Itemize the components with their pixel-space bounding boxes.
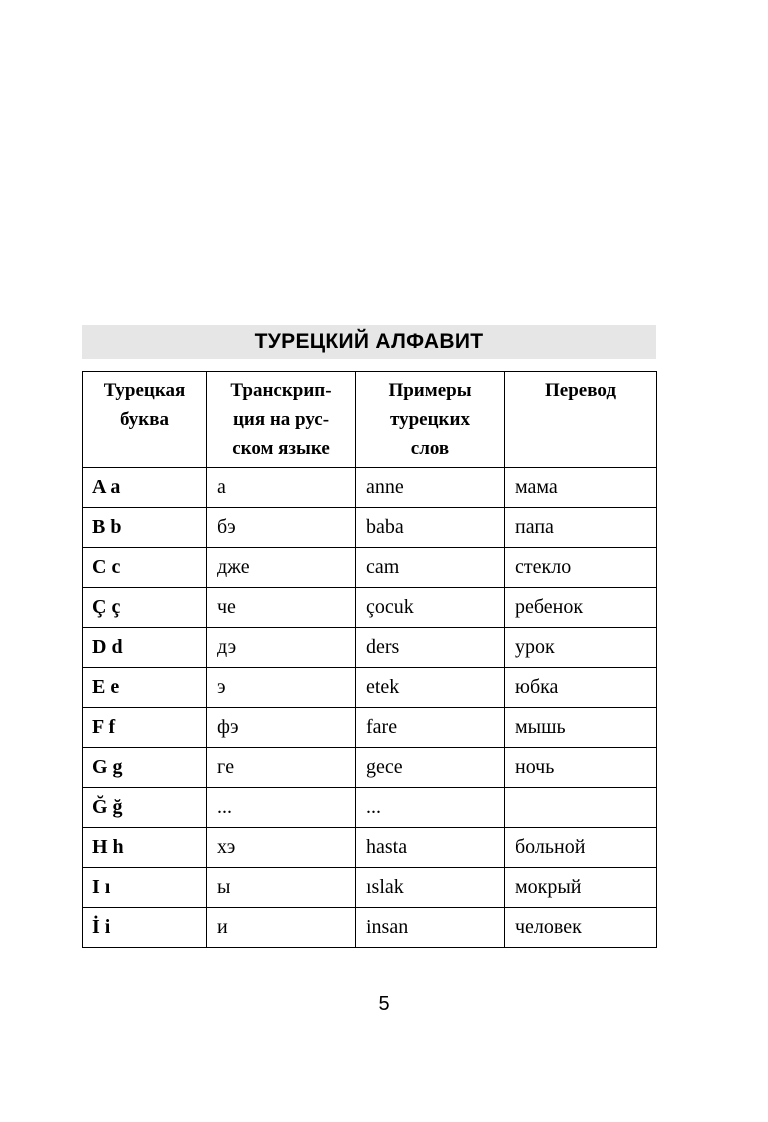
table-row [83, 588, 657, 628]
header-line: Транскрип- [230, 380, 332, 401]
alphabet-table [82, 371, 657, 948]
table-row [83, 748, 657, 788]
transcription-cell: а [207, 468, 356, 508]
letter-cell: Ç ç [83, 588, 207, 628]
header-transcription [207, 372, 356, 468]
translation-cell: мокрый [505, 868, 657, 908]
table-row [83, 468, 657, 508]
transcription-cell: фэ [207, 708, 356, 748]
letter-cell: A a [83, 468, 207, 508]
example-cell: ders [356, 628, 505, 668]
header-line: ция на рус- [232, 409, 330, 430]
header-line: слов [410, 438, 450, 459]
letter-cell: H h [83, 828, 207, 868]
translation-cell: мама [505, 468, 657, 508]
header-translation [505, 372, 657, 468]
table-row [83, 908, 657, 948]
transcription-cell: дэ [207, 628, 356, 668]
page-title: ТУРЕЦКИЙ АЛФАВИТ [254, 330, 484, 353]
example-cell: çocuk [356, 588, 505, 628]
transcription-cell: гe [207, 748, 356, 788]
example-cell: gece [356, 748, 505, 788]
example-cell: ıslak [356, 868, 505, 908]
table-row [83, 548, 657, 588]
transcription-cell: э [207, 668, 356, 708]
letter-cell: D d [83, 628, 207, 668]
table-row [83, 708, 657, 748]
transcription-cell: ы [207, 868, 356, 908]
example-cell: insan [356, 908, 505, 948]
translation-cell: юбка [505, 668, 657, 708]
letter-cell: İ i [83, 908, 207, 948]
letter-cell: E e [83, 668, 207, 708]
translation-cell: урок [505, 628, 657, 668]
letter-cell: Ğ ğ [83, 788, 207, 828]
translation-cell [505, 788, 657, 828]
translation-cell: человек [505, 908, 657, 948]
transcription-cell: ... [207, 788, 356, 828]
example-cell: ... [356, 788, 505, 828]
translation-cell: ребенок [505, 588, 657, 628]
transcription-cell: дже [207, 548, 356, 588]
transcription-cell: и [207, 908, 356, 948]
example-cell: anne [356, 468, 505, 508]
header-line: буква [120, 409, 169, 430]
header-line: Примеры [388, 380, 472, 401]
table-row [83, 508, 657, 548]
table-row [83, 868, 657, 908]
header-examples [356, 372, 505, 468]
example-cell: fare [356, 708, 505, 748]
table-row [83, 788, 657, 828]
translation-cell: мышь [505, 708, 657, 748]
example-cell: etek [356, 668, 505, 708]
letter-cell: B b [83, 508, 207, 548]
table-row [83, 668, 657, 708]
header-line: Перевод [545, 380, 616, 401]
example-cell: hasta [356, 828, 505, 868]
translation-cell: папа [505, 508, 657, 548]
transcription-cell: хэ [207, 828, 356, 868]
table-row [83, 628, 657, 668]
example-cell: cam [356, 548, 505, 588]
header-line: ском языке [232, 438, 330, 459]
example-cell: baba [356, 508, 505, 548]
header-row [83, 372, 657, 468]
header-turkish-letter [83, 372, 207, 468]
title-bar [82, 325, 656, 359]
letter-cell: I ı [83, 868, 207, 908]
header-line: Турецкая [103, 380, 186, 401]
transcription-cell: бэ [207, 508, 356, 548]
header-line: турецких [390, 409, 470, 430]
letter-cell: G g [83, 748, 207, 788]
translation-cell: стекло [505, 548, 657, 588]
translation-cell: больной [505, 828, 657, 868]
page-number: 5 [378, 993, 390, 1015]
letter-cell: F f [83, 708, 207, 748]
translation-cell: ночь [505, 748, 657, 788]
table-row [83, 828, 657, 868]
transcription-cell: че [207, 588, 356, 628]
letter-cell: C c [83, 548, 207, 588]
table-body [83, 468, 657, 948]
